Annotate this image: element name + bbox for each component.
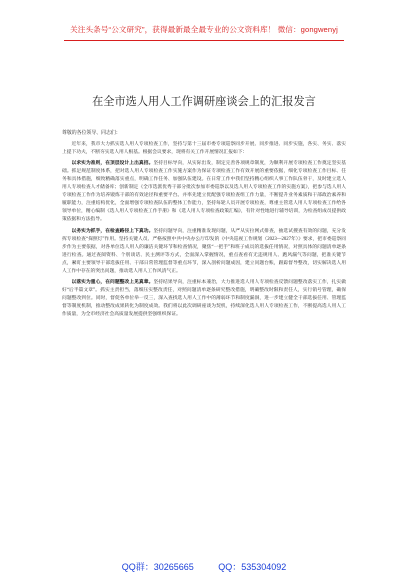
document-body: [62, 130, 346, 322]
document-title: 在全市选人用人工作调研座谈会上的汇报发言: [92, 96, 316, 108]
paragraph-lead: 以落实为重心，在问题整改上见真章。: [71, 279, 154, 285]
contact-footer: [0, 560, 408, 573]
paragraph-lead: 以求实为准则，在顶层设计上出真招。: [71, 161, 154, 167]
paragraph-section-2: [62, 228, 346, 276]
promo-banner: 关注头条号“公文研究”，获得最新最全最专业的公文资料库！ 微信：gongwenyj: [70, 25, 338, 34]
salutation: 尊敬的各位领导、同志们：: [62, 131, 121, 136]
paragraph-text: 近年来，我市大力抓实选人用人专项检查工作，坚持与第十三届市委专项巡察同步开展、同步推进、同步实施，各实、务实、落实上提下功夫，不断夯实选人用人根基。根据会议要求，现将有关工作开展情况汇报如下：: [62, 142, 346, 156]
qq-label: QQ：535304092: [218, 562, 287, 572]
paragraph-text: 坚持结果导向，注重标本兼治，大力推进选人用人专项检查反馈问题整改落实工作，扎实做好“后半篇文章”。抓实主责担当，落细压实整改责任，对照问题清单逐条研究整改措施，明确整改时限和责任人，实行销号管理，确保问题整改到位。同时，督促各单位举一反三，深入查找选人用人工作中的薄弱环节和制度漏洞，进一步建立健全干部选拔任用、管理监督等制度机制，推动整改成果转化为制度成效。我们将以此次调研座谈为契机，持续深化选人用人专项检查工作，不断提高选人用人工作质量，为全市经济社会高质量发展提供坚强组织保证。: [62, 279, 346, 317]
paragraph-text: 坚持问题导向，注重精准发现问题，从严从实拉网式排查，抽选试搜查有效的问题，充分发挥专项检查“探照灯”作用。坚持关键人员、严格按照中共中央办公厅印发的《中央巡视工作规划（2023—2027年）》要求，把市委巡察同步作为主要依据，对各单位选人用人的廉洁关键环节和检查情况，聚焦“一把手”和班子成员的选拔任用情况，对照具体的问题清单逐条进行检查。通过查阅资料、个别谈话、民主测评等方式，全面深入掌握情况，重点查看有无违规用人、跑风漏气等问题，把准关键节点，紧盯主要领导干部选拔任用、干部日常管理监督等重点环节，深入剖析问题成因，建立问题台账，跟踪督导整改，切实解决选人用人工作中存在的突出问题，推动选人用人工作风清气正。: [62, 228, 346, 274]
banner-divider: [64, 40, 344, 41]
qq-group-label: QQ群：30265665: [121, 562, 194, 572]
paragraph-lead: 以务实为抓手，在检查路径上下真功。: [71, 228, 154, 234]
paragraph-intro: [62, 141, 346, 157]
paragraph-text: 坚持目标导向，从实际出发，制定完善各项规章制度，为顺利开展专项检查工作奠定坚实基础。抓足规范制度体系，把对选人用人专项检查工作实施方案作为保证专项检查工作有效开展的重要依据，细化专项检查工作目标、任务和具体措施，细致精确落实重点，明确工作任务、加强队伍建设。在日常工作中我们坚持精心组织人事工作队伍骨干，及时建立选人用人专项检查人才储备库；创新制定《全市选派优秀干部分批次参加市委巡察以及选人用人专项检查工作的实施方案》，把参与选人用人专项检查工作作为培养锻炼干部的有效途径和重要平台。并率先建立优配强专项检查组工作力量，不断提升业务素质和干部政治素养和履职能力，注重结构优化，全面增强专项检查队伍的整体工作能力，坚持每轮人员开展专项检查，尊重主管选人用人专项检查工作给各领导单位，精心编制《选人用人专项检查工作手册》和《选人用人专项检查政策汇编》，有针对性地进行辅导培训，为检查组成员提供政策依据和方法指导。: [62, 161, 346, 223]
paragraph-section-1: [62, 160, 346, 224]
paragraph-section-3: [62, 279, 346, 319]
